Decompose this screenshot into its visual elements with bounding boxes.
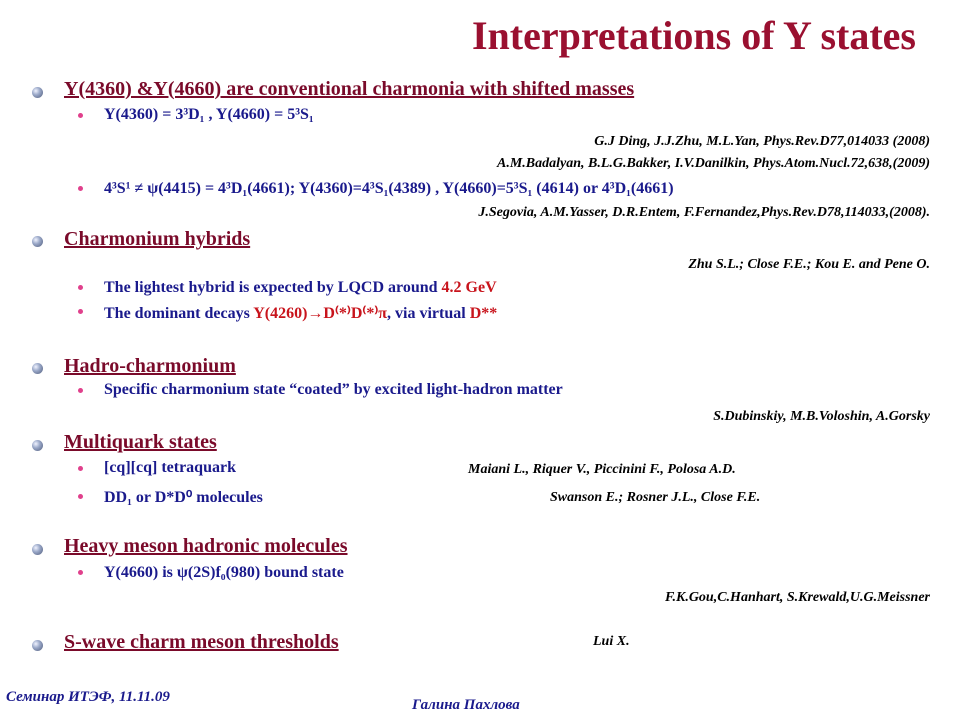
item-bullet-icon [78, 388, 83, 393]
item-text: DD₁ or D*D⁰ molecules [104, 489, 263, 506]
item-text-part: The dominant decays [104, 305, 254, 322]
item-text [104, 303, 497, 323]
reference: A.M.Badalyan, B.L.G.Bakker, I.V.Danilkin, Phys.Atom.Nucl.72,638,(2009) [496, 156, 930, 171]
section-heading-hadro: Hadro-charmonium [64, 355, 236, 377]
item-text: 4³S¹ ≠ ψ(4415) = 4³D₁(4661); Y(4360)=4³S₁(4389) , Y(4660)=5³S₁ (4614) or 4³D₁(4661) [104, 180, 674, 197]
reference: Lui X. [593, 634, 630, 649]
highlight-value: 4.2 GeV [441, 279, 497, 296]
section-heading-molecules: Heavy meson hadronic molecules [64, 535, 348, 557]
section-bullet-icon [32, 544, 43, 555]
reference: Zhu S.L.; Close F.E.; Kou E. and Pene O. [688, 257, 930, 272]
section-heading-hybrids: Charmonium hybrids [64, 228, 251, 250]
reference: Maiani L., Riquer V., Piccinini F., Polosa A.D. [468, 462, 736, 477]
item-text [104, 279, 497, 297]
item-text-part: , via virtual [387, 305, 470, 322]
reference: G.J Ding, J.J.Zhu, M.L.Yan, Phys.Rev.D77,014033 (2008) [594, 134, 930, 149]
section-bullet-icon [32, 363, 43, 374]
item-text: Y(4360) = 3³D₁ , Y(4660) = 5³S₁ [104, 106, 314, 123]
section-bullet-icon [32, 440, 43, 451]
reference: J.Segovia, A.M.Yasser, D.R.Entem, F.Fernandez,Phys.Rev.D78,114033,(2008). [478, 205, 930, 220]
section-bullet-icon [32, 640, 43, 651]
item-bullet-icon [78, 466, 83, 471]
item-bullet-icon [78, 494, 83, 499]
item-text: [cq][cq] tetraquark [104, 459, 236, 476]
slide-title: Interpretations of Y states [471, 13, 916, 58]
highlight-decay: Y(4260)→D⁽*⁾D⁽*⁾π [253, 305, 388, 322]
section-bullet-icon [32, 236, 43, 247]
reference: Swanson E.; Rosner J.L., Close F.E. [550, 490, 761, 505]
item-text: Y(4660) is ψ(2S)f₀(980) bound state [104, 564, 344, 581]
section-bullet-icon [32, 87, 43, 98]
section-heading-thresholds: S-wave charm meson thresholds [64, 631, 339, 653]
item-bullet-icon [78, 186, 83, 191]
item-text-part: The lightest hybrid is expected by LQCD around [104, 279, 442, 296]
section-heading-multiquark: Multiquark states [64, 431, 217, 453]
highlight-meson: D** [469, 305, 498, 322]
reference: F.K.Gou,C.Hanhart, S.Krewald,U.G.Meissner [664, 590, 930, 605]
section-heading-conventional: Y(4360) &Y(4660) are conventional charmonia with shifted masses [64, 78, 635, 100]
item-bullet-icon [78, 570, 83, 575]
item-text: Specific charmonium state “coated” by excited light-hadron matter [104, 381, 563, 398]
footer-seminar: Семинар ИТЭФ, 11.11.09 [6, 689, 170, 705]
footer-author: Галина Пахлова [412, 697, 520, 713]
item-bullet-icon [78, 309, 83, 314]
item-bullet-icon [78, 285, 83, 290]
item-bullet-icon [78, 113, 83, 118]
reference: S.Dubinskiy, M.B.Voloshin, A.Gorsky [713, 409, 930, 424]
